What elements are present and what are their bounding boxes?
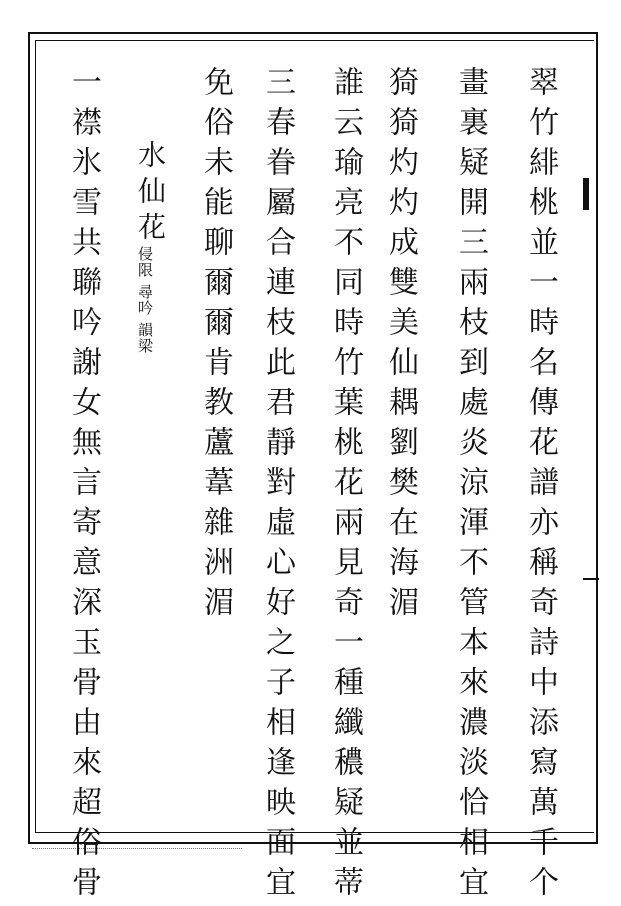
poem-column-7: 一襟氷雪共聯吟謝女無言寄意深玉骨由來超俗骨 bbox=[66, 66, 101, 906]
title-note-2: 尋吟 bbox=[136, 284, 154, 316]
page-border-inner-left bbox=[35, 40, 36, 832]
margin-tab-mark bbox=[583, 178, 589, 210]
page-border-outer bbox=[28, 32, 598, 844]
poem-column-1: 翠竹緋桃並一時名傳花譜亦稱奇詩中添寫萬千个 bbox=[523, 66, 558, 906]
title-note-1: 侵限 bbox=[136, 246, 154, 278]
page-border-inner-top bbox=[35, 40, 594, 41]
poem-column-3: 猗猗灼灼成雙美仙耦劉樊在海湄 bbox=[383, 66, 418, 626]
poem-column-6: 免俗未能聊爾爾肯教蘆葦雜洲湄 bbox=[198, 66, 233, 626]
poem-column-2: 畫裏疑開三兩枝到處炎涼渾不管本來濃淡恰相宜 bbox=[453, 66, 488, 906]
title-note-3: 韻梁 bbox=[136, 322, 154, 354]
poem-column-5: 三春眷屬合連枝此君靜對虛心好之子相逢映面宜 bbox=[260, 66, 295, 906]
bottom-smudge bbox=[32, 848, 242, 859]
page-border-inner-bottom bbox=[35, 832, 594, 833]
poem-column-4: 誰云瑜亮不同時竹葉桃花兩見奇一種纖穠疑並蒂 bbox=[328, 66, 363, 906]
poem-title: 水仙花 bbox=[134, 140, 167, 248]
margin-tick bbox=[583, 578, 599, 580]
